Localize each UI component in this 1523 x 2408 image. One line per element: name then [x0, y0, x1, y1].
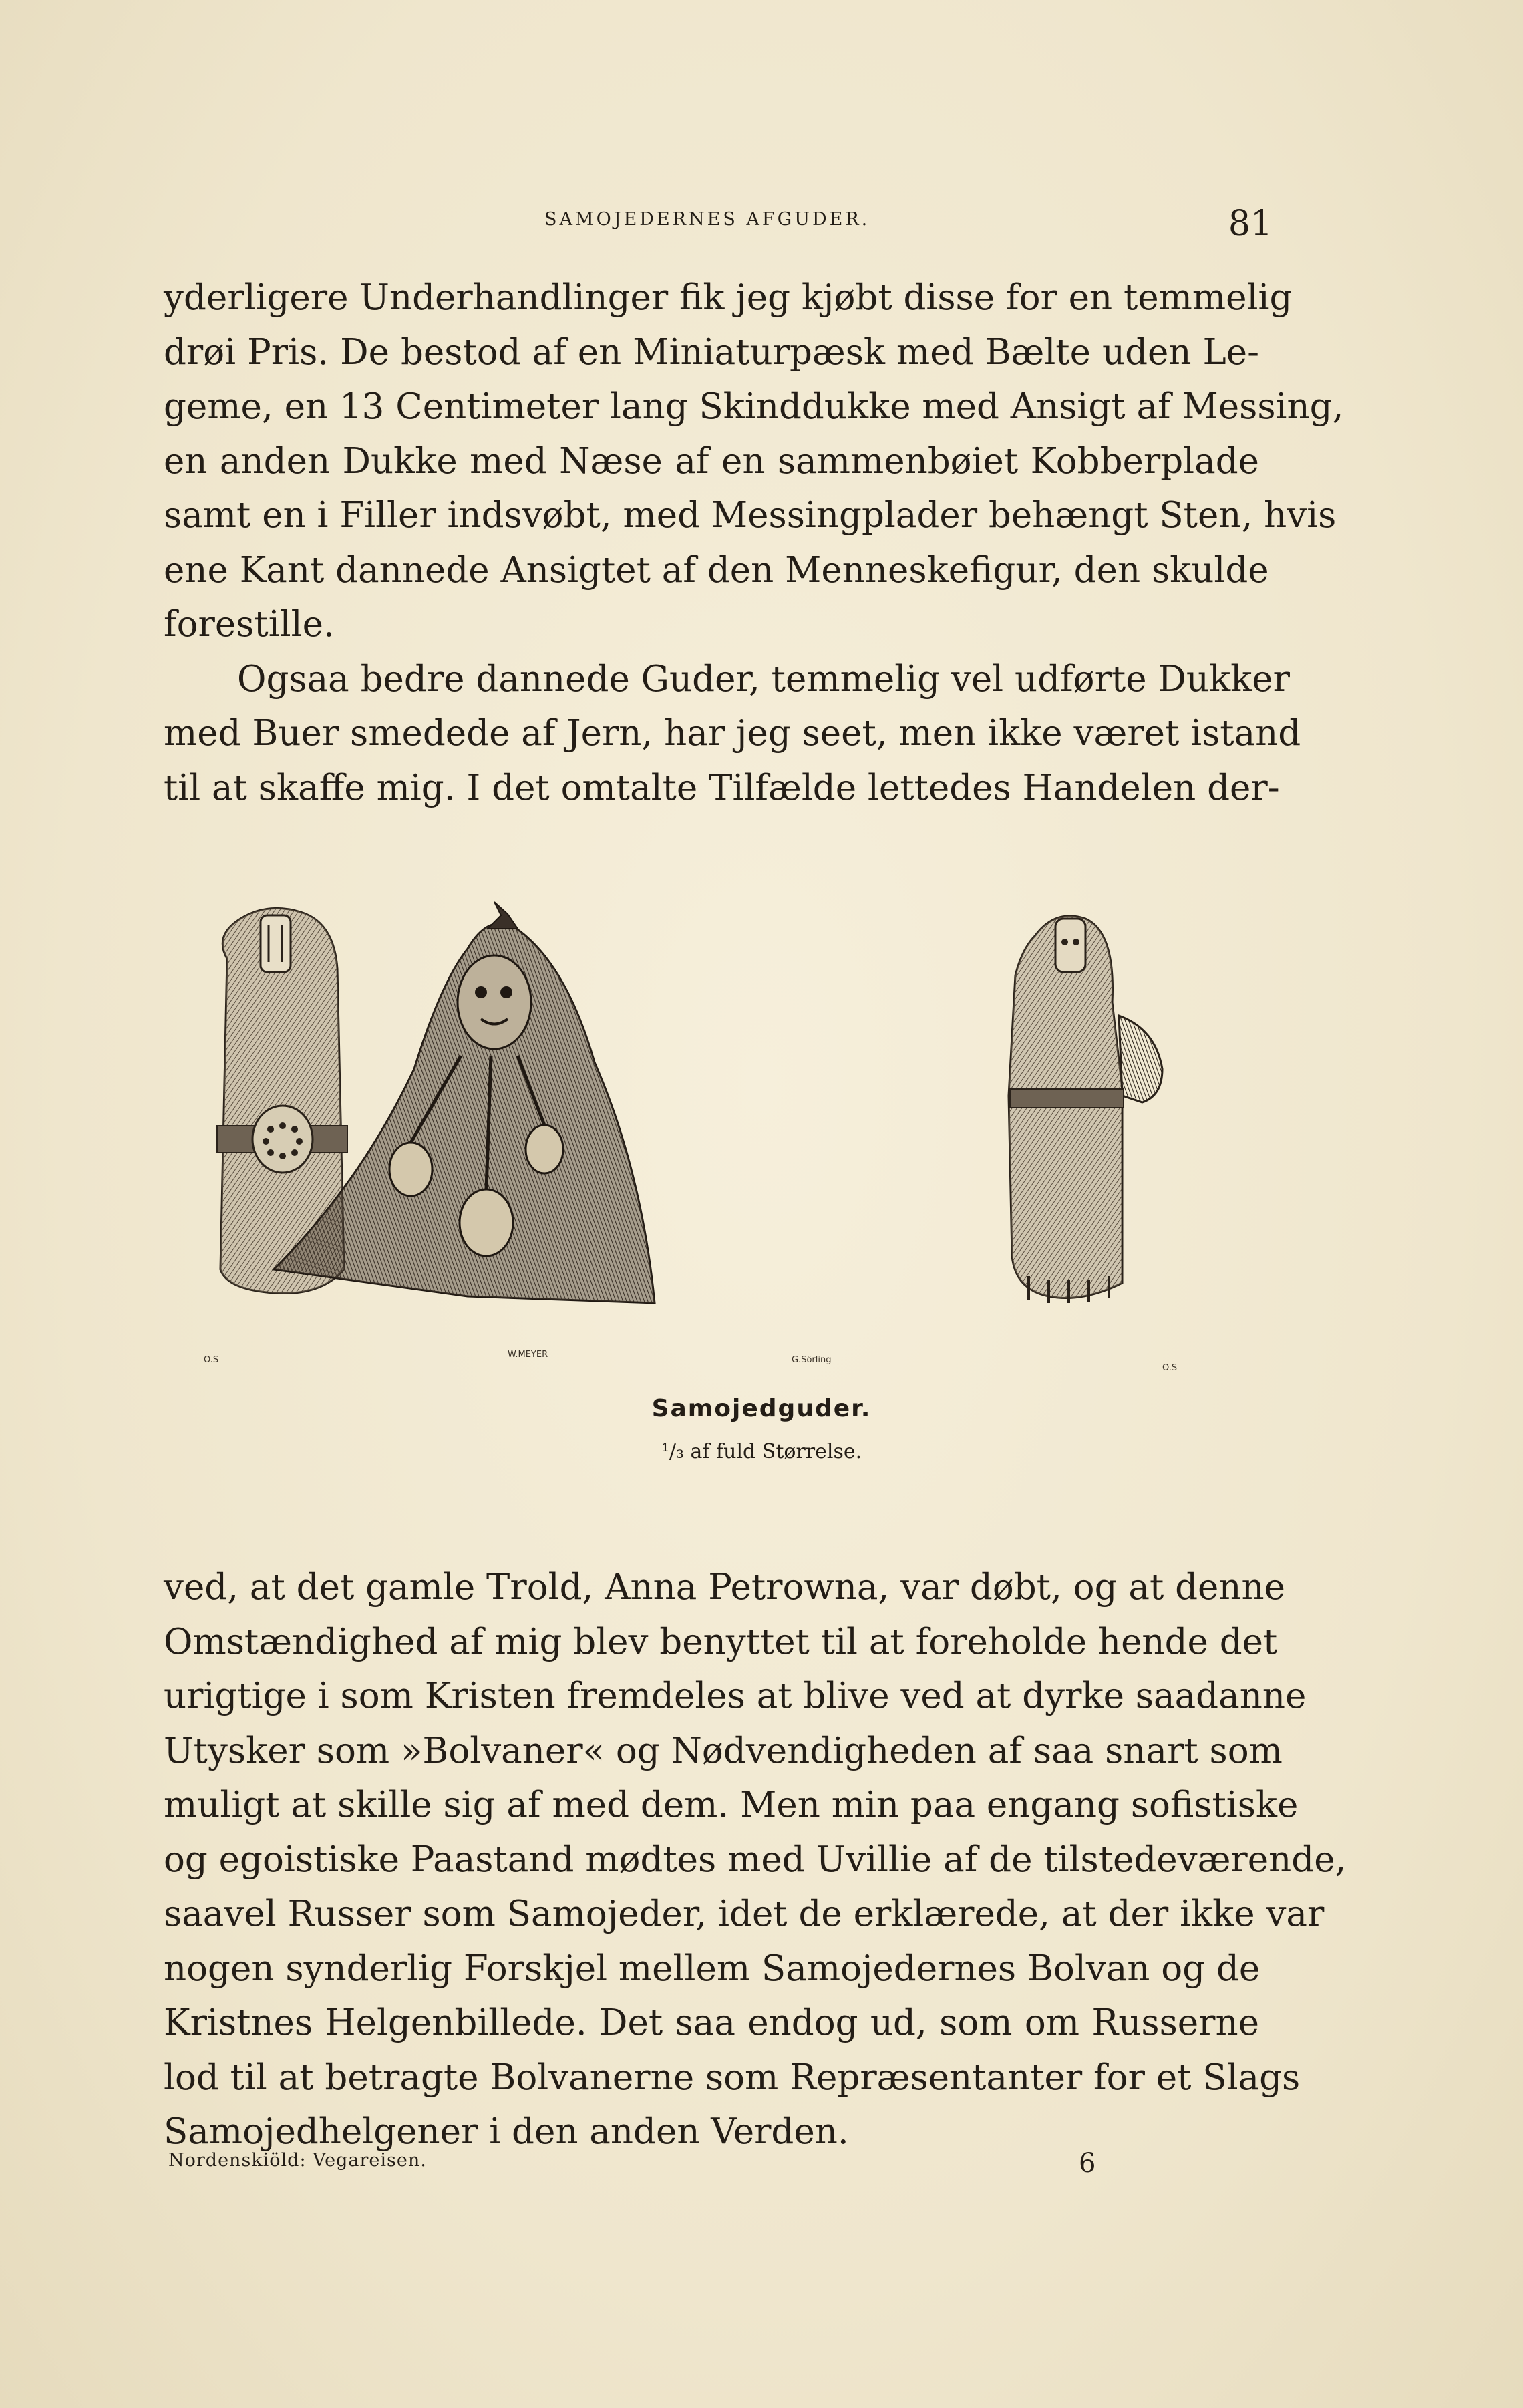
text-line: saavel Russer som Samojeder, idet de erklærede, at der ikke var [164, 1894, 1325, 1934]
sheet-number: 6 [1079, 2148, 1096, 2179]
text-line: og egoistiske Paastand mødtes med Uvillie af de tilstedeværende, [164, 1839, 1347, 1880]
text-line: ene Kant dannede Ansigtet af den Menneskefigur, den skulde [164, 549, 1269, 591]
figure-caption: Samojedguder. [651, 1395, 872, 1422]
text-line: Samojedhelgener i den anden Verden. [164, 2111, 849, 2152]
right-idol [1009, 916, 1162, 1303]
text-line: Omstændighed af mig blev benyttet til at foreholde hende det [164, 1621, 1278, 1662]
text-line: muligt at skille sig af med dem. Men min paa engang sofistiske [164, 1785, 1299, 1825]
text-line: ved, at det gamle Trold, Anna Petrowna, var døbt, og at denne [164, 1567, 1286, 1608]
engraving-svg [187, 895, 1269, 1390]
text-line: Utysker som »Bolvaner« og Nødvendigheden af saa snart som [164, 1730, 1283, 1771]
page-number: 81 [1228, 204, 1273, 244]
engraver-mark: W.MEYER [508, 1350, 548, 1360]
text-block-top [164, 271, 1344, 815]
engraver-mark: O.S [204, 1355, 219, 1365]
figure-scale-note: ¹/₃ af fuld Størrelse. [661, 1440, 862, 1463]
engraver-mark: O.S [1162, 1363, 1178, 1373]
text-line: Ogsaa bedre dannede Guder, temmelig vel udførte Dukker [237, 658, 1290, 700]
text-line: Kristnes Helgenbillede. Det saa endog ud, som om Russerne [164, 2002, 1259, 2043]
text-line: med Buer smedede af Jern, har jeg seet, men ikke været istand [164, 713, 1301, 754]
text-line: drøi Pris. De bestod af en Miniaturpæsk med Bælte uden Le- [164, 331, 1259, 373]
text-line: en anden Dukke med Næse af en sammenbøiet Kobberplade [164, 440, 1259, 482]
text-line: urigtige i som Kristen fremdeles at blive ved at dyrke saadanne [164, 1676, 1307, 1716]
text-line: yderligere Underhandlinger fik jeg kjøbt disse for en temmelig [164, 277, 1293, 318]
text-line: geme, en 13 Centimeter lang Skinddukke med Ansigt af Messing, [164, 386, 1344, 427]
page-header [164, 204, 1273, 257]
text-line: til at skaffe mig. I det omtalte Tilfælde lettedes Handelen der- [164, 767, 1280, 808]
text-block-bottom [164, 1560, 1347, 2159]
printer-signature: Nordenskiöld: Vegareisen. [168, 2150, 427, 2171]
text-line: nogen synderlig Forskjel mellem Samojedernes Bolvan og de [164, 1948, 1260, 1989]
running-head: SAMOJEDERNES AFGUDER. [544, 209, 870, 230]
engraver-mark: G.Sörling [792, 1355, 832, 1365]
text-line: samt en i Filler indsvøbt, med Messingplader behængt Sten, hvis [164, 495, 1337, 536]
text-line: forestille. [164, 604, 335, 645]
text-line: lod til at betragte Bolvanerne som Repræsentanter for et Slags [164, 2057, 1301, 2098]
